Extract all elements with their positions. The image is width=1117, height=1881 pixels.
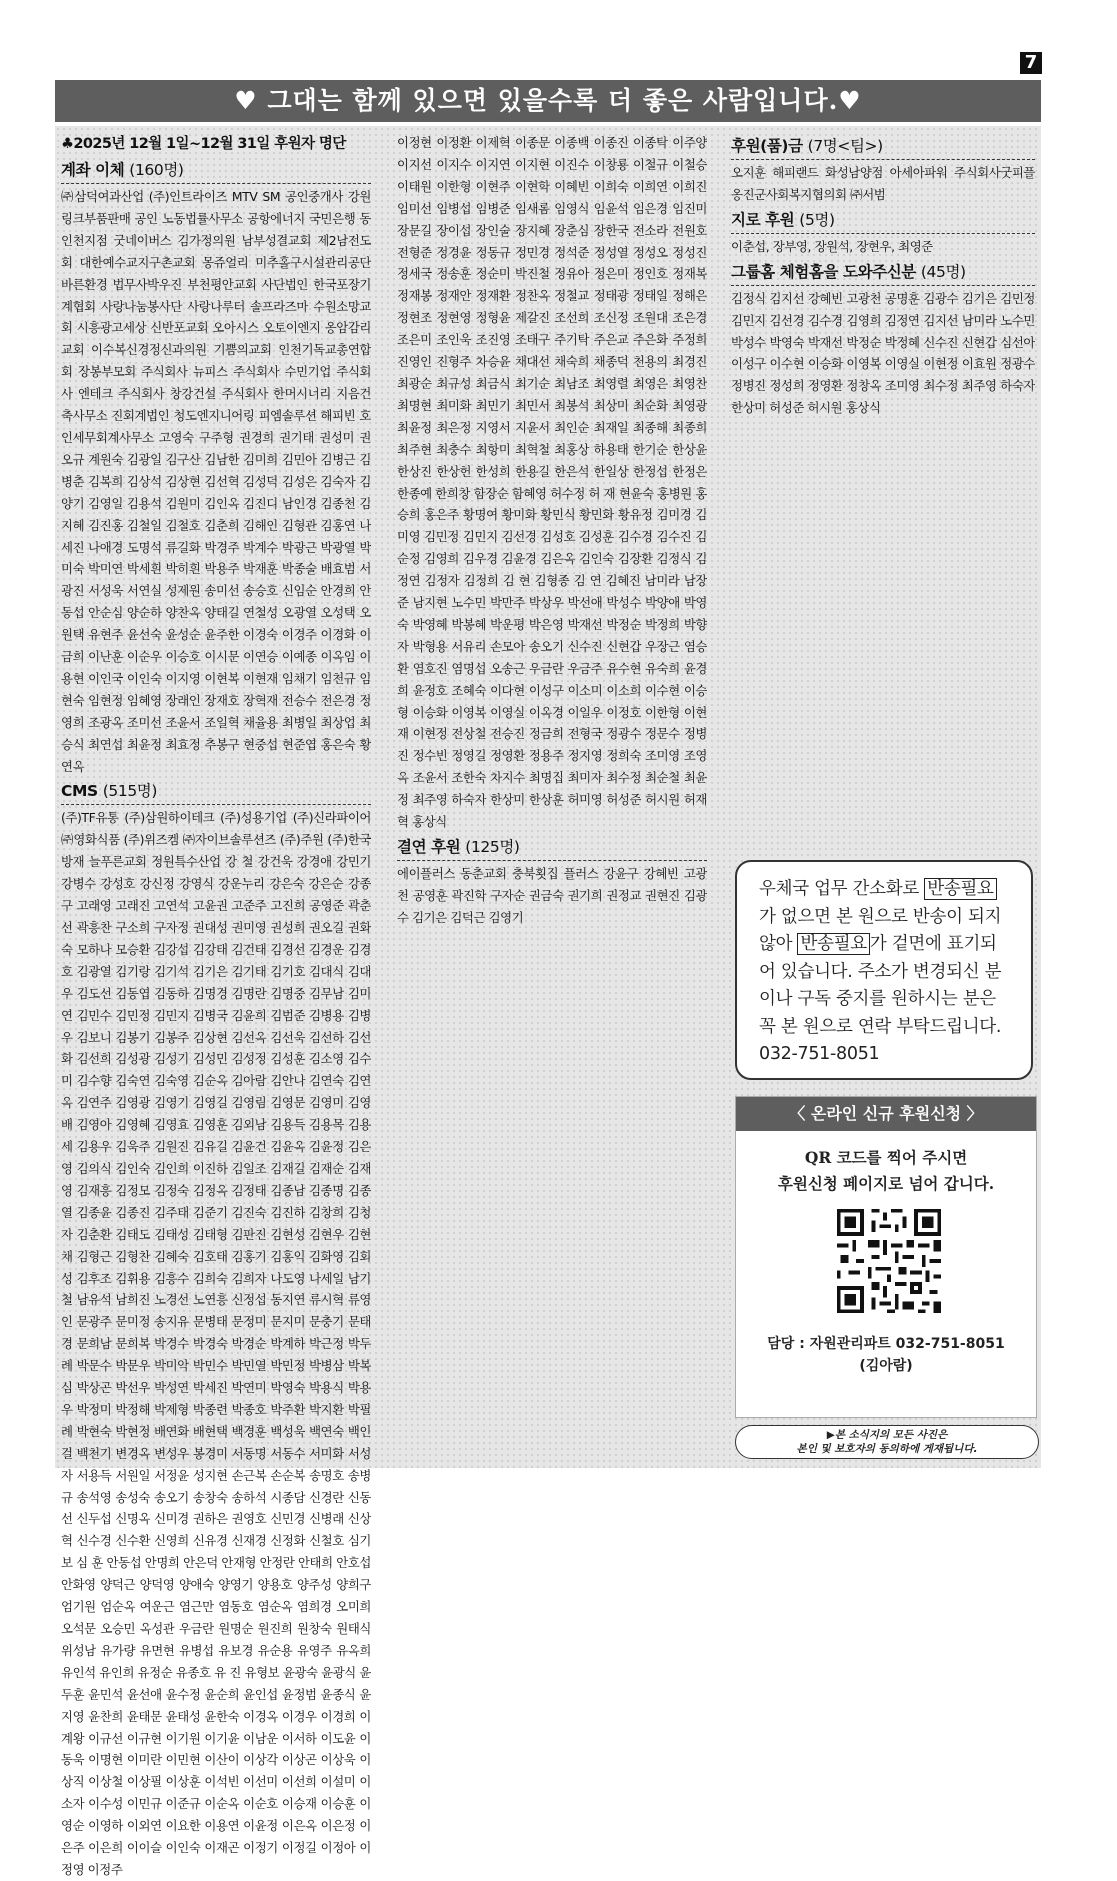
notice-boxed-term: 반송필요 (924, 878, 996, 900)
column-3 (731, 132, 1035, 419)
qr-code-icon[interactable] (833, 1205, 945, 1317)
section-heading-cms (61, 779, 371, 805)
banner-title: ♥ 그대는 함께 있으면 있을수록 더 좋은 사람입니다.♥ (55, 80, 1041, 122)
section-count: (160명) (129, 161, 184, 179)
section-count: (125명) (465, 838, 520, 856)
cms-names-continued: 이정현 이정환 이제혁 이종문 이종백 이종진 이종탁 이주양 이지선 이지수 이지연 이지현 이진수 이창룡 이철규 이철승 이태원 이한형 이현주 이현학 이혜빈 이희숙 이희연 이희진 임미선 임병섭 임병준 임새롬 임영식 임윤석 임은경 임진미 장문길 장이섭 장인술 장지혜 장춘심 장한국 전소라 전원호 전형준 정경윤 정동규 정민경 정석준 정성열 정성오 정성진 정세국 정송훈 정순미 박진철 정유아 정은미 정인호 정재복 정재봉 정재안 정재환 정찬옥 정철교 정태광 정태일 정해은 정현조 정현영 정형윤 제갈진 조선희 조신정 조원대 조은경 조은미 조인욱 조진영 조태구 주기탁 주은교 주은화 주정희 진영인 진형주 차승윤 채대선 채숙희 채종덕 천용의 최경진 최광순 최규성 최금식 최기순 최남조 최영렬 최영은 최영찬 최명현 최미화 최민기 최민서 최봉석 최상미 최순화 최영광 최윤정 최은정 지영서 지윤서 최인순 최재일 최종해 최종희 최주현 최충수 최항미 최혁철 최홍상 하용태 한기순 한상윤 한상진 한상헌 한성희 한용길 한은석 한일상 한정섭 한정은 한종예 한희창 함장순 함혜영 허수정 허 재 현윤숙 홍병원 홍승희 홍은주 황명여 황미화 황민식 황민화 황유정 김미경 김미영 김민정 김민지 김선경 김성호 김성훈 김수경 김수진 김순정 김영희 김우경 김윤경 김은옥 김인숙 김장환 김정식 김정연 김정자 김정희 김 현 김형종 김 연 김혜진 남미라 남장준 남지현 노수민 박만주 박상우 박선애 박성수 박양애 박영숙 박영혜 박봉혜 박운평 박은영 박재선 박정순 박정희 박향자 박형용 서유리 손모아 송오기 신수진 신현갑 우장근 염승환 염호진 염명섭 오송근 우금란 우금주 유수현 유숙희 윤경희 윤정호 조혜숙 이다현 이성구 이소미 이소희 이수현 이승형 이승화 이영복 이영실 이옥경 이일우 이정호 이한형 이현재 이현정 전상철 전승진 정금희 전형국 정광수 정문수 정병진 정수빈 정영길 정영환 정용주 정지영 정희숙 조미영 조영옥 조윤서 조한숙 차지수 최명집 최미자 최수정 최순철 최윤정 최주영 하숙자 한상미 한상훈 허미영 허성준 허시원 허재혁 홍상식 (397, 135, 707, 830)
contact-info (736, 1333, 1036, 1377)
goods-names: 오지훈 해피랜드 화성남양점 아세아파워 주식회사굿피플 옹진군사회복지협의회 ㈜서범 (731, 165, 1035, 202)
return-notice-box (735, 860, 1033, 1080)
section-count: (45명) (920, 262, 966, 281)
online-signup-title: 〈 온라인 신규 후원신청 〉 (736, 1097, 1036, 1131)
notice-text: 우체국 업무 간소화로 (759, 879, 925, 899)
section-heading-group (731, 260, 1035, 286)
section-title: 계좌 이체 (61, 161, 125, 179)
section-heading-account (61, 158, 371, 184)
column-2 (397, 132, 707, 929)
section-count: (515명) (102, 782, 158, 801)
column-1 (61, 132, 371, 1881)
contact-name: (김아람) (859, 1358, 913, 1374)
online-line-2: 후원신청 페이지로 넘어 갑니다. (777, 1174, 995, 1193)
section-title: 그룹홈 체험홈을 도와주신분 (731, 262, 916, 281)
section-title: 결연 후원 (397, 838, 461, 856)
photo-consent-note (735, 1425, 1039, 1459)
section-count: (7명<팀>) (807, 137, 883, 155)
notice-text: 가 겉면에 표기되어 있습니다. 주소가 변경되신 분이나 구독 중지를 원하시는 분은 꼭 본 원으로 연락 부탁드립니다. (759, 934, 1002, 1037)
section-heading-talent (731, 208, 1035, 234)
online-signup-text (736, 1145, 1036, 1197)
page-number: 7 (1020, 52, 1042, 74)
talent-names: 이춘섭, 장부영, 장원석, 장현우, 최영준 (731, 238, 933, 254)
section-title: CMS (61, 782, 98, 801)
section-title: 후원(품)금 (731, 137, 803, 155)
section-title: 지로 후원 (731, 210, 795, 229)
group-names: 김정식 김지선 강혜빈 고광천 공명훈 김광수 김기은 김민정 김민지 김선경 김수경 김영희 김정연 김지선 남미라 노수민 박성수 박영숙 박재선 박정순 박정혜 신수진 신현갑 심선아 이성구 이수현 이승화 이영복 이영실 이현정 이효원 정광수 정병진 정성희 정영환 정창옥 조미영 최수정 최주영 하숙자 한상미 허성준 허시원 홍상식 (731, 290, 1035, 416)
main-title: ♣2025년 12월 1일~12월 31일 후원자 명단 (61, 136, 346, 152)
notice-text: 가 없으면 본 원으로 반송이 되지 않아 (759, 906, 1002, 954)
account-names: ㈜삼덕여과산업 (주)인트라이즈 MTV SM 공인중개사 강원링크부품판매 공인 노동법률사무소 공항에너지 국민은행 동인천지점 굿네이버스 김가정의원 남부성결교회 제2남전도회 대한예수교지구촌교회 몽쥬얼리 미추홀구시설관리공단 바른환경 법무사박우진 부천평안교회 사단법인 한국포장기계협회 사랑나눔봉사단 사랑나루터 솔프라즈마 수원소망교회 시흥광고세상 신반포교회 오아시스 오토이엔지 옹암감리교회 이수복신경정신과의원 기쁨의교회 인천기독교총연합회 장봉부모회 주식회사 뉴피스 주식회사 수민기업 주식회사 엔테크 주식회사 창강건설 주식회사 한머시너리 지음건축사무소 진회계법인 청도엔지니어링 피엠솔루션 해피빈 호인세무회계사무소 고영숙 구주형 권경희 권기태 권성미 권오규 계원숙 김광일 김구산 김남한 김미희 김민아 김병근 김병춘 김복희 김상석 김상현 김선혁 김성덕 김성은 김숙자 김양기 김영일 김용석 김원미 김인옥 김진디 남인경 김종천 김지혜 김진홍 김철일 김철호 김춘희 김해인 김형관 김홍연 나세진 나애경 도명석 류길화 박경주 박계수 박광근 박광열 박미숙 박미연 박세흰 박히흰 박용주 박재훈 박종술 배효범 서광진 서성욱 서연실 성제원 송미선 송승호 신임순 안경희 안동섭 안순심 양순하 양찬옥 양태길 연철성 오광열 오성택 오원택 유현주 윤선숙 윤성순 윤주한 이경숙 이경주 이경화 이금희 이난훈 이순우 이승호 이시문 이연승 이예종 이옥임 이용현 이인국 이인숙 이지영 이현복 이현재 임채기 임천규 임현숙 임현정 임혜영 장래인 장재호 장혁재 전승수 전은경 정영희 조광옥 조미선 조윤서 조일혁 채율용 최병일 최상업 최승식 최연섭 최윤정 최효정 추봉구 현중섭 현준엽 홍은숙 황연옥 (61, 189, 371, 774)
section-count: (5명) (799, 210, 835, 229)
cms-names: (주)TF유통 (주)삼원하이테크 (주)성용기업 (주)신라파이어 ㈜영화식품 (주)위즈켐 ㈜자이브솔루션즈 (주)주원 (주)한국방재 늘푸른교회 정원특수산업 강 철 강건욱 강경애 강민기 강병수 강성호 강신정 강영식 강운누리 강은숙 강은순 강종구 고래영 고래진 고연석 고윤권 고준주 고진희 공영준 곽춘선 곽흥찬 구소희 구자정 권대성 권미영 권성희 권오길 권화숙 모하나 모승환 김강섭 김강태 김건태 김경선 김경운 김경호 김광열 김기랑 김기석 김기은 김기태 김기호 김대식 김대우 김도선 김동엽 김동하 김명경 김명란 김명중 김무남 김미연 김민수 김민정 김민지 김병국 김윤희 김범준 김병용 김병우 김보니 김봉기 김봉주 김상현 김선옥 김선욱 김선하 김선화 김선희 김성광 김성기 김성민 김성정 김성훈 김소영 김수미 김수향 김숙연 김숙영 김순옥 김아람 김안나 김연숙 김연옥 김연주 김영광 김영기 김영길 김영림 김영문 김영미 김영배 김영아 김영혜 김영효 김영훈 김외남 김용득 김용목 김용세 김용우 김욱주 김원진 김유길 김윤건 김윤옥 김윤정 김은영 김의식 김인숙 김인희 이진하 김일조 김재길 김재순 김재영 김재흥 김정모 김정숙 김정옥 김정태 김종남 김종명 김종열 김종윤 김종진 김주태 김준기 김진숙 김진하 김창희 김청자 김춘환 김태도 김태성 김태형 김판진 김현성 김현우 김현채 김형근 김형찬 김혜숙 김호태 김홍기 김홍익 김화영 김회성 김후조 김휘용 김흥수 김희숙 김희자 나도영 나세일 남기철 남유석 남희진 노경선 노연흥 신정섭 동지연 류시혁 류영인 문광주 문미정 송지유 문병태 문정미 문지미 문충기 문태경 문희남 문희복 박경수 박경숙 박경순 박계하 박근정 박두례 박문수 박문우 박미악 박민수 박민열 박민정 박병삼 박복심 박상곤 박선우 박성연 박세진 박연미 박영숙 박용식 박용우 박정미 박정해 박제형 박종련 박종호 박주환 박지환 박필례 박현숙 박현정 배연화 배현택 백경훈 백성욱 백연숙 백인걸 백천기 변경옥 변성우 봉경미 서동명 서동수 서미화 서성자 서용득 서원일 서정윤 성지현 손근복 손순복 송명호 송병규 송석영 송성숙 송오기 송창숙 송하석 시종담 신경란 신동선 신두섭 신명옥 신미경 권하은 권영호 신민경 신병래 신상혁 신수경 신수환 신영희 신유경 신재경 신정화 신철호 심기보 심 훈 안동섭 안명희 안은덕 안재형 안정란 안태희 안호섭 안화영 양덕근 양덕영 양애숙 양영기 양용호 양주성 양희구 엄기원 엄순옥 여운근 염근만 염동호 염순옥 염희경 오미희 오석문 오승민 옥성관 우금란 원명순 원진희 원창숙 원태식 위성남 유가량 유면현 유병섭 유보경 유순용 유영주 유옥희 유인석 유인희 유정순 유종호 유 진 유형보 윤광숙 윤광식 윤두훈 윤민석 윤선애 윤수정 윤순희 윤인섭 윤정범 윤종식 윤지영 윤찬희 윤태문 윤태성 윤한숙 이경옥 이경우 이경희 이계왕 이규선 이규현 이기원 이기윤 이남운 이서하 이도윤 이동욱 이명현 이미란 이민현 이산이 이상각 이상곤 이상욱 이상직 이상철 이상필 이상훈 이석빈 이선미 이선희 이설미 이소자 이수성 이민규 이준규 이순옥 이순호 이승재 이승훈 이영순 이영하 이외연 이요한 이용연 이윤정 이은옥 이은정 이은주 이은희 이이슬 이인숙 이재곤 이정기 이정길 이정아 이정영 이정주 (61, 810, 371, 1877)
contact-line: 담당 : 자원관리파트 032-751-8051 (767, 1336, 1005, 1352)
donor-list-area (55, 126, 1041, 1877)
bereavement-names: 에이플러스 동춘교회 충북횟집 플러스 강윤구 강혜빈 고광천 공영훈 곽진학 구자순 권금숙 권기희 권정교 권현진 김광수 김기은 김덕근 김영기 (397, 866, 707, 925)
online-signup-box (735, 1096, 1037, 1418)
photo-note-line-1: ▶본 소식지의 모든 사진은 (826, 1429, 948, 1441)
section-heading-bereavement (397, 835, 707, 861)
notice-boxed-term: 반송필요 (797, 933, 869, 955)
section-heading-goods (731, 134, 1035, 160)
notice-phone: 032-751-8051 (759, 1044, 880, 1064)
photo-note-line-2: 본인 및 보호자의 동의하에 게재됩니다. (796, 1443, 978, 1455)
online-line-1: QR 코드를 찍어 주시면 (804, 1148, 968, 1167)
